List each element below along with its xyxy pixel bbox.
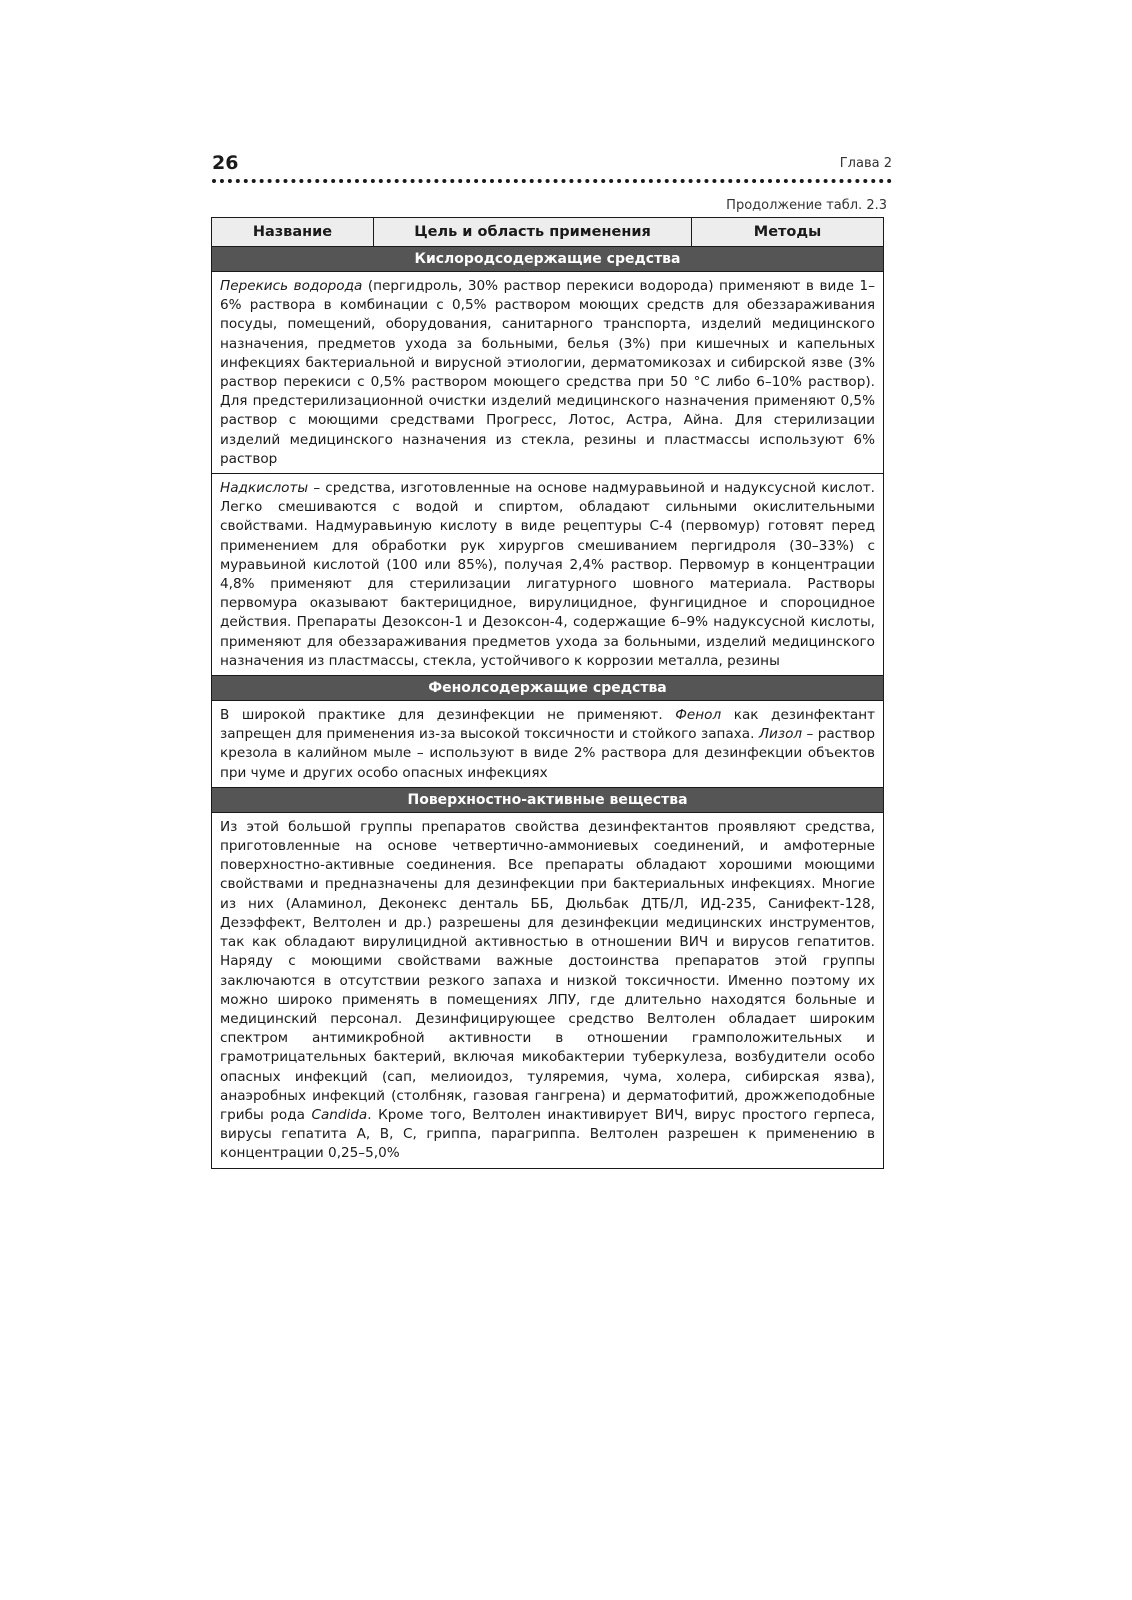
row-description: – раствор крезола в калийном мыле – используют в виде 2% раствора для дезинфекции объектов при чуме и других особо опасных инфекциях <box>220 726 876 781</box>
row-text <box>220 706 875 783</box>
row-description: Из этой большой группы препаратов свойства дезинфектантов проявляют средства, приготовленные на основе четвертично-аммониевых соединений, и амфотерные поверхностно-активные соединения. Все препараты обладают хорошими моющими свойствами и предназначены для дезинфекции при бактериальных инфекциях. Многие из них (Аламинол, Деконекс денталь ББ, Дюльбак ДТБ/Л, ИД-235, Санифект-128, Дезэффект, Велтолен и др.) разрешены для дезинфекции медицинских инструментов, так как обладают вирулицидной активностью в отношении ВИЧ и вирусов гепатитов. Наряду с моющими свойствами важные достоинства препаратов этой группы заключаются в отсутствии резкого запаха и низкой токсичности. Именно поэтому их можно широко применять в помещениях ЛПУ, где длительно находятся больные и медицинский персонал. Дезинфицирующее средство Велтолен обладает широким спектром антимикробной активности в отношении грамположительных и грамотрицательных бактерий, включая микобактерии туберкулеза, возбудители особо опасных инфекций (сап, мелиоидоз, туляремия, чума, холера, сибирская язва), анаэробных инфекций (столбняк, газовая гангрена) и дерматофитий, дрожжеподобные грибы рода <box>220 818 875 1123</box>
row-description: (пергидроль, 30% раствор перекиси водорода) применяют в виде 1–6% раствора в комбинации с 0,5% раствором моющих средств для обеззараживания посуды, помещений, оборудования, санитарного транспорта, изделий медицинского назначения, предметов ухода за больными, белья (3%) при кишечных и капельных инфекциях бактериальной и вирусной этиологии, дерматомикозах и сибирской язве (3% раствор перекиси с 0,5% раствором моющего средства при 50 °С либо 6–10% раствор). Для предстерилизационной очистки изделий медицинского назначения применяют 0,5% раствор с моющими средствами Прогресс, Лотос, Астра, Айна. Для стерилизации изделий медицинского назначения из стекла, резины и пластмассы используют 6% раствор <box>220 278 875 467</box>
table-row <box>212 701 883 788</box>
table-continuation-note: Продолжение табл. 2.3 <box>726 198 887 213</box>
table-row <box>212 272 883 474</box>
table-row <box>212 474 883 676</box>
table-row <box>212 813 883 1169</box>
term-phenol: Фенол <box>675 707 722 724</box>
header-dotted-rule <box>212 179 892 183</box>
section-title-oxygen: Кислородсодержащие средства <box>212 247 883 272</box>
term-hydrogen-peroxide: Перекись водорода <box>220 278 363 294</box>
row-description: как дезинфектант запрещен для применения из-за высокой токсичности и стойкого запаха. <box>220 707 876 743</box>
section-title-phenol: Фенолсодержащие средства <box>212 676 883 701</box>
term-peracids: Надкислоты <box>220 480 309 497</box>
row-description: – средства, изготовленные на основе надмуравьиной и надуксусной кислот. Легко смешиваются с водой и спиртом, обладают сильными окислительными свойствами. Надмуравьиную кислоту в виде рецептуры С-4 (первомур) готовят перед применением для обработки рук хирургов смешиванием пергидроля (30–33%) с муравьиной кислотой (100 или 85%), получая 2,4% раствор. Первомур в концентрации 4,8% применяют для стерилизации лигатурного шовного материала. Растворы первомура оказывают бактерицидное, вирулицидное, фунгицидное и спороцидное действия. Препараты Дезоксон-1 и Дезоксон-4, содержащие 6–9% надуксусной кислоты, применяют для обеззараживания предметов ухода за больными, изделий медицинского назначения из пластмассы, стекла, устойчивого к коррозии металла, резины <box>220 480 875 669</box>
row-text <box>220 818 875 1164</box>
page-header <box>212 152 892 192</box>
row-text <box>220 277 875 469</box>
term-lysol: Лизол <box>758 726 803 743</box>
page-number: 26 <box>212 152 239 174</box>
section-title-surfactants: Поверхностно-активные вещества <box>212 788 883 813</box>
column-header-goal: Цель и область применения <box>374 218 692 246</box>
column-header-name: Название <box>212 218 374 246</box>
term-candida: Candida <box>311 1106 368 1123</box>
disinfectants-table <box>211 217 884 1169</box>
chapter-label: Глава 2 <box>839 156 892 171</box>
table-header-row <box>212 218 883 247</box>
column-header-methods: Методы <box>753 224 822 240</box>
row-description: . Кроме того, Велтолен инактивирует ВИЧ, вирус простого герпеса, вирусы гепатита А, В, С, гриппа, парагриппа. Велтолен разрешен к применению в концентрации 0,25–5,0% <box>220 1106 875 1162</box>
row-text <box>220 479 875 671</box>
row-description: В широкой практике для дезинфекции не применяют. <box>220 707 676 724</box>
